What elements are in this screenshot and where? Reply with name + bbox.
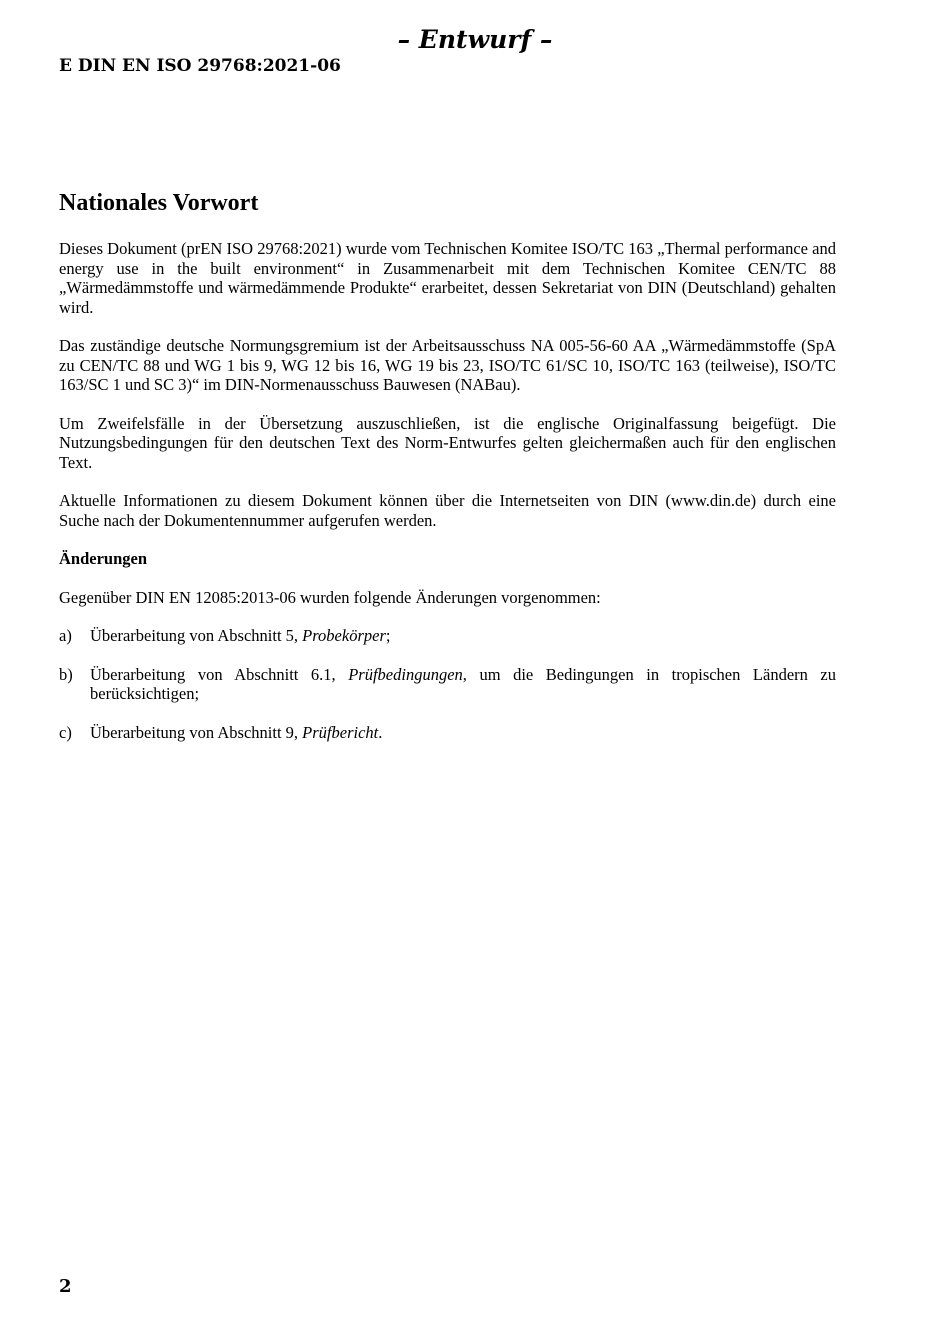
list-marker: a) xyxy=(59,626,72,645)
list-item-text: Überarbeitung von Abschnitt 6.1, xyxy=(90,664,349,684)
list-item-emphasis: Prüfbedingungen xyxy=(348,664,463,684)
list-marker: b) xyxy=(59,664,73,684)
list-item-text: Überarbeitung von Abschnitt 5, xyxy=(90,626,303,645)
foreword-paragraph-3: Um Zweifelsfälle in der Übersetzung auszuschließen, ist die englische Originalfassung beigefügt. Die Nutzungsbedingungen für den deutschen Text des Norm-Entwurfes gelten gleichermaßen auch für den englischen Text. xyxy=(59,413,836,472)
list-item xyxy=(59,723,836,743)
list-item-suffix: . xyxy=(378,722,383,742)
page-number: 2 xyxy=(59,1276,72,1297)
changes-heading: Änderungen xyxy=(59,549,148,568)
foreword-paragraph-4: Aktuelle Informationen zu diesem Dokument können über die Internetseiten von DIN (www.din.de) durch eine Suche nach der Dokumentennummer aufgerufen werden. xyxy=(59,491,836,530)
page-content xyxy=(59,188,836,761)
changes-intro: Gegenüber DIN EN 12085:2013-06 wurden folgende Änderungen vorgenommen: xyxy=(59,587,601,607)
list-marker: c) xyxy=(59,722,72,742)
list-item xyxy=(59,626,836,646)
draft-label: – Entwurf – xyxy=(397,25,553,54)
section-title: Nationales Vorwort xyxy=(59,190,259,216)
foreword-paragraph-1: Dieses Dokument (prEN ISO 29768:2021) wurde vom Technischen Komitee ISO/TC 163 „Thermal performance and energy use in the built environment“ in Zusammenarbeit mit dem Technischen Komitee CEN/TC 88 „Wärmedämmstoffe und wärmedämmende Produkte“ erarbeitet, dessen Sekretariat von DIN (Deutschland) gehalten wird. xyxy=(59,239,836,317)
document-id: E DIN EN ISO 29768:2021-06 xyxy=(59,56,341,76)
list-item-text: Überarbeitung von Abschnitt 9, xyxy=(90,722,303,742)
foreword-paragraph-2: Das zuständige deutsche Normungsgremium ist der Arbeitsausschuss NA 005-56-60 AA „Wärmedämmstoffe (SpA zu CEN/TC 88 und WG 1 bis 9, WG 12 bis 16, WG 19 bis 23, ISO/TC 61/SC 10, ISO/TC 163 (teilweise), ISO/TC 163/SC 1 und SC 3)“ im DIN-Normenausschuss Bauwesen (NABau). xyxy=(59,336,836,394)
list-item xyxy=(59,665,836,704)
list-item-emphasis: Probekörper xyxy=(302,626,386,645)
list-item-suffix: ; xyxy=(385,626,391,645)
list-item-suffix: , um die Bedingungen in tropischen Ländern zu berücksichtigen; xyxy=(90,664,837,703)
list-item-emphasis: Prüfbericht xyxy=(302,722,379,742)
